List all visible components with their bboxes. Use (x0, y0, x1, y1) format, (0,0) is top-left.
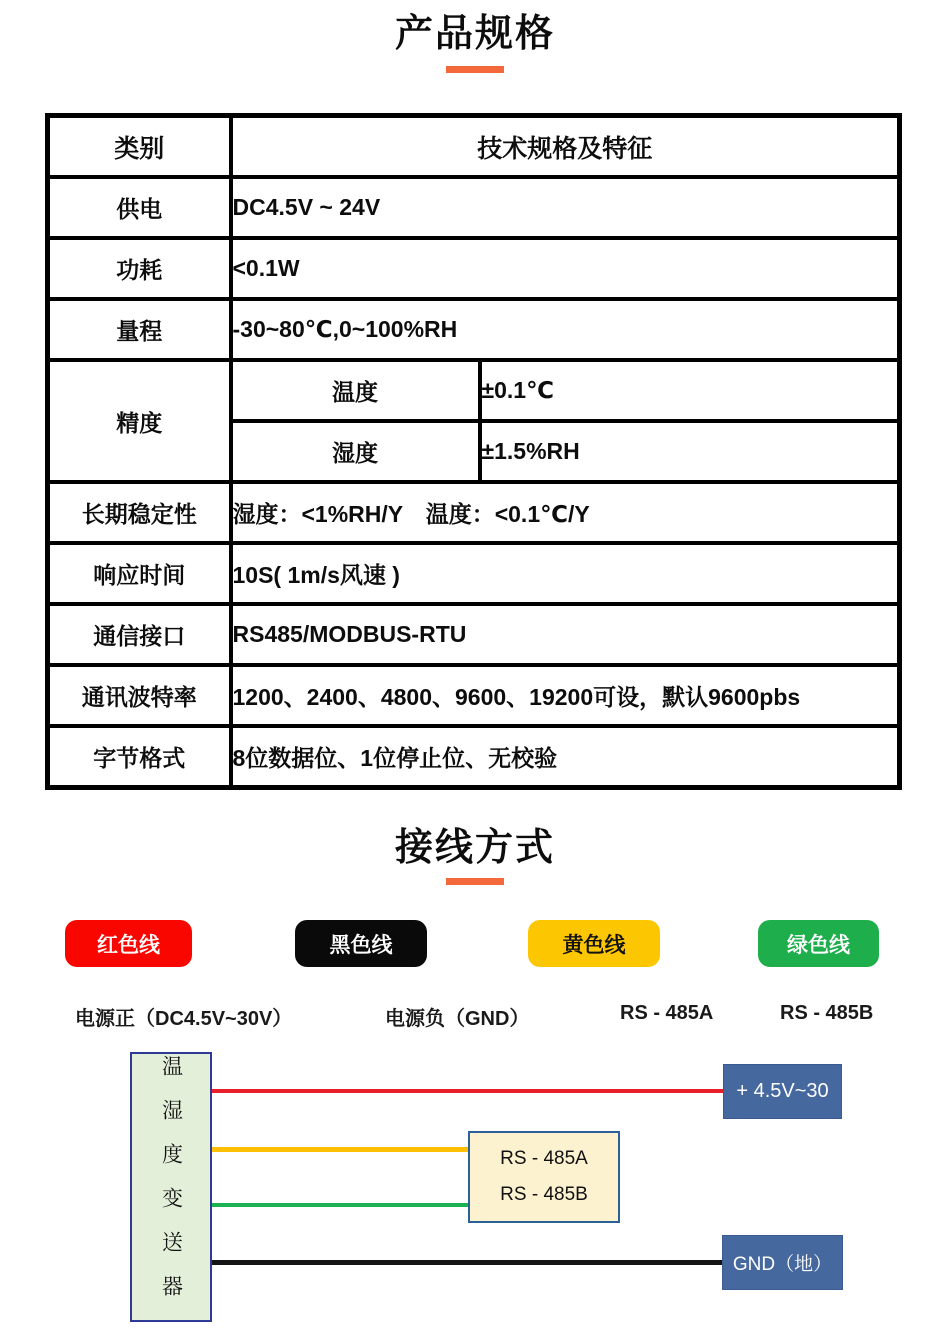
transmitter-label: 温湿度变送器 (159, 1055, 183, 1319)
spec-row-label: 字节格式 (48, 726, 231, 788)
page-title-wiring: 接线方式 (394, 827, 555, 869)
table-row (48, 543, 900, 604)
title-underline-specs (446, 66, 504, 73)
spec-row-label: 供电 (48, 177, 231, 238)
table-row (48, 665, 900, 726)
rs485a-line: RS - 485A (500, 1147, 588, 1169)
table-row (48, 299, 900, 360)
page-title-specs: 产品规格 (394, 13, 555, 55)
spec-row-label: 功耗 (48, 238, 231, 299)
spec-header-row (48, 116, 900, 178)
table-row-precision-temp (48, 360, 900, 421)
spec-row-label: 通讯波特率 (48, 665, 231, 726)
spec-row-value: 10S( 1m/s风速 ) (231, 543, 900, 604)
spec-col-header-category: 类别 (48, 116, 231, 178)
title-underline-wiring (446, 878, 504, 885)
table-row (48, 482, 900, 543)
spec-row-value: DC4.5V ~ 24V (231, 177, 900, 238)
green-wire (211, 1203, 468, 1207)
yellow-wire (211, 1147, 468, 1152)
wire-badge-green: 绿色线 (758, 920, 879, 967)
spec-row-label: 通信接口 (48, 604, 231, 665)
spec-row-value: <0.1W (231, 238, 900, 299)
spec-row-value: -30~80℃,0~100%RH (231, 299, 900, 360)
gnd-terminal-box: GND（地） (722, 1235, 843, 1290)
wire-badge-yellow: 黄色线 (528, 920, 660, 967)
table-row (48, 604, 900, 665)
table-row (48, 238, 900, 299)
precision-value-cell: ±1.5%RH (480, 421, 900, 482)
wire-label-power-positive: 电源正（DC4.5V~30V） (75, 1008, 293, 1030)
transmitter-box (130, 1052, 212, 1322)
spec-row-label: 量程 (48, 299, 231, 360)
table-row (48, 177, 900, 238)
spec-row-value: 8位数据位、1位停止位、无校验 (231, 726, 900, 788)
precision-label-cell: 精度 (48, 360, 231, 482)
rs485b-line: RS - 485B (500, 1184, 588, 1206)
spec-row-value: 湿度：<1%RH/Y 温度：<0.1℃/Y (231, 482, 900, 543)
precision-param-cell: 湿度 (231, 421, 480, 482)
spec-row-value: 1200、2400、4800、9600、19200可设，默认9600pbs (231, 665, 900, 726)
wire-badge-black: 黑色线 (295, 920, 427, 967)
red-wire (211, 1089, 723, 1093)
power-terminal-box: + 4.5V~30 (723, 1064, 842, 1119)
wire-badge-red: 红色线 (65, 920, 192, 967)
rs485-terminal-box (468, 1131, 620, 1223)
spec-table (45, 113, 902, 790)
spec-row-label: 响应时间 (48, 543, 231, 604)
spec-row-label: 长期稳定性 (48, 482, 231, 543)
precision-value-cell: ±0.1℃ (480, 360, 900, 421)
wire-label-power-negative: 电源负（GND） (385, 1008, 530, 1030)
wire-label-rs485a: RS - 485A (620, 1002, 714, 1024)
black-wire (211, 1260, 723, 1265)
wire-label-rs485b: RS - 485B (780, 1002, 874, 1024)
spec-row-value: RS485/MODBUS-RTU (231, 604, 900, 665)
spec-col-header-details: 技术规格及特征 (231, 116, 900, 178)
table-row (48, 726, 900, 788)
precision-param-cell: 温度 (231, 360, 480, 421)
